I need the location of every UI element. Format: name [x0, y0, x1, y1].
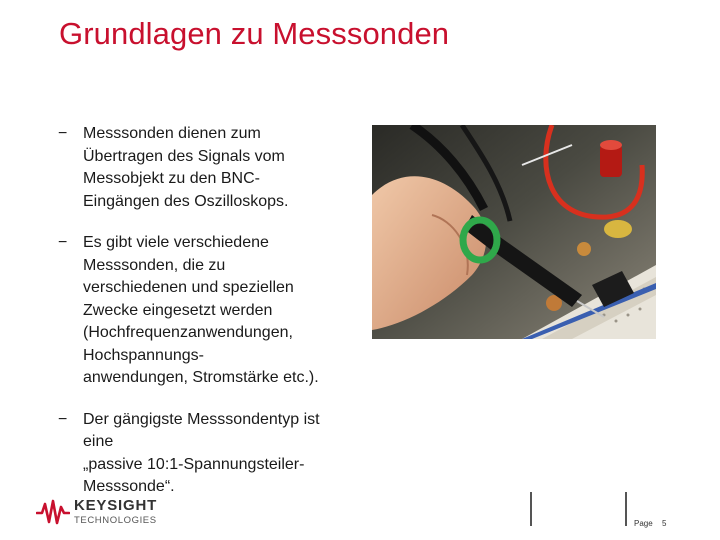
bullet-line: verschiedenen und speziellen: [83, 279, 294, 296]
bullet-line: „passive 10:1-Spannungsteiler-: [83, 455, 305, 473]
bullet-line: Übertragen des Signals vom: [83, 147, 285, 165]
bullet-line: Eingängen des Oszilloskops.: [83, 192, 289, 210]
bullet-line: eine: [83, 433, 114, 450]
slide-title: Grundlagen zu Messsonden: [59, 16, 450, 51]
keysight-wave-icon: [36, 499, 70, 525]
logo-sub-text: TECHNOLOGIES: [74, 515, 157, 526]
page-label: Page: [634, 519, 653, 528]
bullet-line: Zwecke eingesetzt werden: [83, 301, 273, 319]
bullet-item: [58, 123, 358, 213]
bullet-line: (Hochfrequenzanwendungen,: [83, 324, 293, 341]
bullet-line: Der gängigste Messsondentyp ist: [83, 410, 320, 428]
bullet-line: Messsonden dienen zum: [83, 125, 261, 142]
bullet-item: [58, 409, 358, 499]
bullet-line: Hochspannungs-: [83, 346, 204, 364]
bullet-marker: −: [58, 125, 68, 142]
keysight-logo: [36, 495, 166, 531]
probe-photo: [372, 125, 656, 339]
bullet-item: [58, 232, 358, 390]
bullet-list: [58, 123, 358, 518]
footer-divider: [530, 492, 532, 526]
bullet-line: Messobjekt zu den BNC-: [83, 170, 260, 187]
bullet-line: anwendungen, Stromstärke etc.).: [83, 369, 319, 386]
footer-divider: [625, 492, 627, 526]
bullet-marker: −: [58, 410, 68, 428]
page-number: 5: [662, 519, 667, 528]
logo-brand-text: KEYSIGHT: [74, 497, 158, 514]
bullet-line: Messsonden, die zu: [83, 256, 226, 274]
bullet-line: Es gibt viele verschiedene: [83, 234, 269, 251]
bullet-marker: −: [58, 234, 68, 251]
bullet-line: Messsonde“.: [83, 478, 175, 495]
